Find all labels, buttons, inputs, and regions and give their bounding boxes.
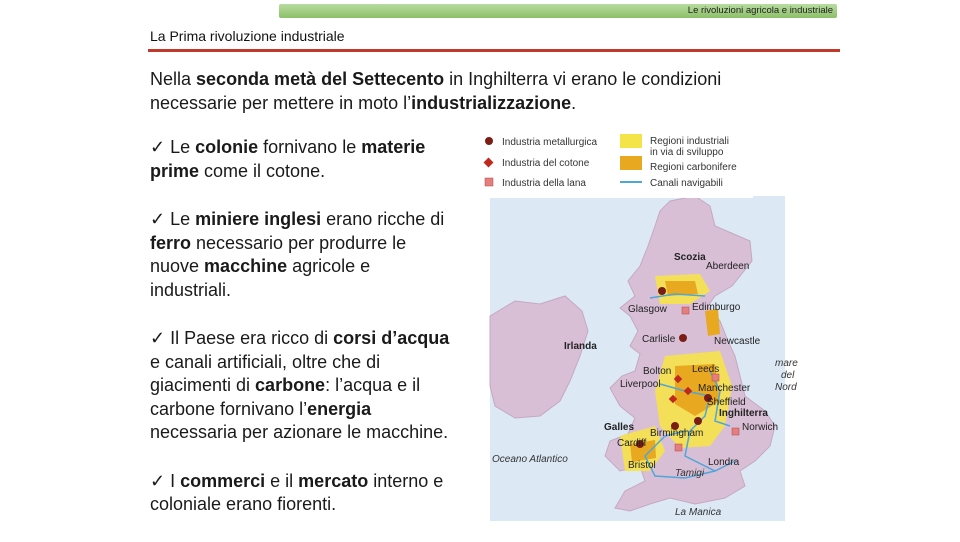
legend-metal-label: Industria metallurgica: [502, 137, 598, 148]
label-norwich: Norwich: [742, 422, 779, 433]
label-newcastle: Newcastle: [714, 336, 761, 347]
label-cardiff: Cardiff: [617, 438, 647, 449]
label-manchester: Manchester: [698, 383, 751, 394]
label-sheffield: Sheffield: [707, 397, 746, 408]
page-title: La Prima rivoluzione industriale: [150, 28, 345, 44]
label-birmingham: Birmingham: [650, 428, 704, 439]
label-carlisle: Carlisle: [642, 334, 676, 345]
label-liverpool: Liverpool: [620, 379, 661, 390]
legend-developing-swatch: [620, 134, 642, 148]
bullet-colonie: ✓ Le colonie fornivano le materie prime come il cotone.: [150, 137, 426, 181]
legend-developing-label-2: in via di sviluppo: [650, 147, 724, 158]
label-oceano: Oceano Atlantico: [492, 454, 568, 465]
label-londra: Londra: [708, 457, 740, 468]
legend-developing-label-1: Regioni industriali: [650, 136, 729, 147]
legend-metal-icon: [485, 137, 493, 145]
legend-cotton-label: Industria del cotone: [502, 158, 590, 169]
label-mare-1: mare: [775, 358, 798, 369]
section-label: Le rivoluzioni agricola e industriale: [687, 5, 833, 16]
industrial-map: [470, 126, 798, 521]
label-mare-2: del: [781, 370, 795, 381]
label-inghilterra: Inghilterra: [719, 408, 768, 419]
bullet-miniere: ✓ Le miniere inglesi erano ricche di ferro necessario per produrre le nuove macchine agricole e industriali.: [150, 209, 445, 300]
legend-canal-label: Canali navigabili: [650, 178, 723, 189]
bullet-acqua-carbone: ✓ Il Paese era ricco di corsi d’acqua e canali artificiali, oltre che di giacimenti di carbone: l’acqua e il carbone fornivano l’energia necessaria per azionare le macchine.: [150, 328, 450, 442]
label-aberdeen: Aberdeen: [706, 261, 750, 272]
label-leeds: Leeds: [692, 364, 720, 375]
label-bristol: Bristol: [628, 460, 656, 471]
check-icon: ✓: [150, 209, 166, 229]
check-icon: ✓: [150, 470, 166, 491]
check-icon: ✓: [150, 137, 166, 157]
intro-paragraph: Nella seconda metà del Settecento in Inghilterra vi erano le condizioni necessarie per mettere in moto l’industrializzazione.: [150, 69, 722, 113]
label-glasgow: Glasgow: [628, 304, 667, 315]
legend-coal-swatch: [620, 156, 642, 170]
legend-wool-label: Industria della lana: [502, 178, 586, 189]
label-irlanda: Irlanda: [564, 341, 597, 352]
legend-coal-label: Regioni carbonifere: [650, 162, 737, 173]
section-header-bar: [279, 4, 837, 18]
legend-wool-icon: [485, 178, 493, 186]
title-underline: [148, 49, 840, 52]
check-icon: ✓: [150, 328, 166, 348]
label-edimburgo: Edimburgo: [692, 302, 741, 313]
label-tamigi: Tamigi: [675, 468, 705, 479]
bullet-commerci: ✓ I commerci e il mercato interno e coloniale erano fiorenti.: [150, 470, 444, 514]
label-bolton: Bolton: [643, 366, 672, 377]
bullet-list: [150, 136, 450, 542]
label-scozia: Scozia: [674, 252, 706, 263]
label-manica: La Manica: [675, 507, 722, 518]
label-mare-3: Nord: [775, 382, 797, 393]
label-galles: Galles: [604, 422, 635, 433]
